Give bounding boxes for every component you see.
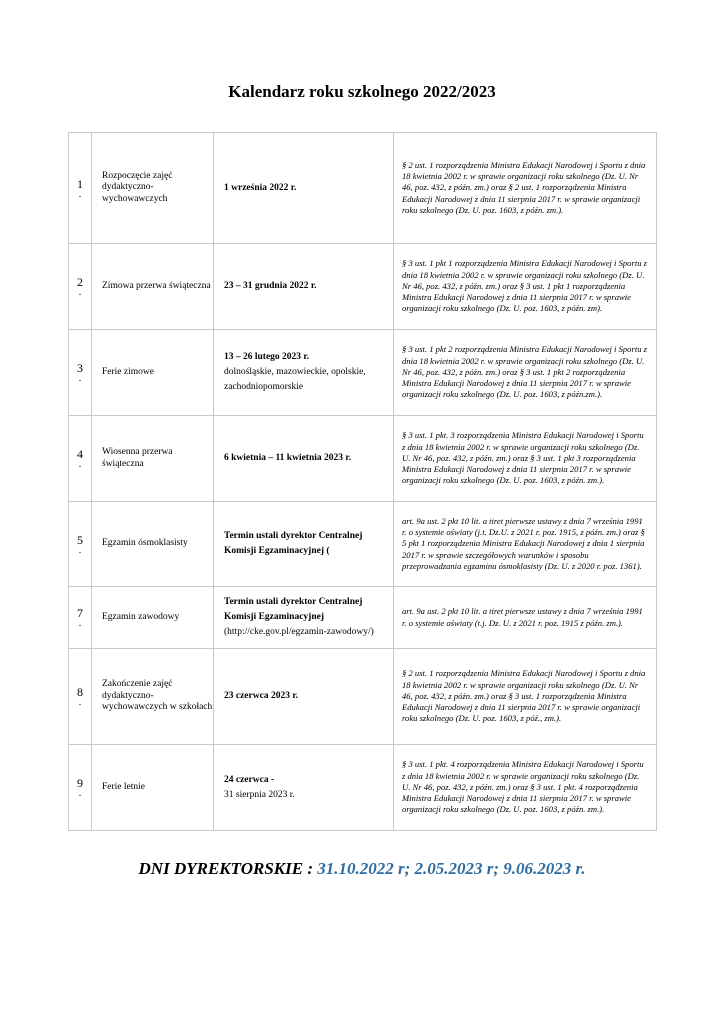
event-name: Ferie zimowe	[92, 330, 214, 416]
legal-basis: § 2 ust. 1 rozporządzenia Ministra Edukacji Narodowej i Sportu z dnia 18 kwietnia 2002 r. w sprawie organizacji roku szkolnego (Dz. U. Nr 46, poz. 432, z późn. zm.) oraz § 3 ust. 1 rozporządzenia Ministra Edukacji Narodowej z dnia 11 sierpnia 2017 r. w sprawie organizacji roku szkolnego (Dz. U. poz. 1603, z póź., zm.).	[394, 649, 657, 745]
row-number: 5 .	[69, 502, 92, 587]
event-date: 6 kwietnia – 11 kwietnia 2023 r.	[214, 416, 394, 502]
row-number: 8 .	[69, 649, 92, 745]
legal-basis: § 2 ust. 1 rozporządzenia Ministra Edukacji Narodowej i Sportu z dnia 18 kwietnia 2002 r. w sprawie organizacji roku szkolnego (Dz. U. Nr 46, poz. 432, z późn. zm.) oraz § 2 ust. 1 rozporządzenia Ministra Edukacji Narodowej z dnia 11 sierpnia 2017 r. w sprawie organizacji roku szkolnego (Dz. U. poz. 1603, z późn. zm.).	[394, 133, 657, 244]
document-title: Kalendarz roku szkolnego 2022/2023	[228, 82, 496, 101]
event-date: Termin ustali dyrektor Centralnej Komisji Egzaminacyjnej (	[214, 502, 394, 587]
event-date: Termin ustali dyrektor Centralnej Komisji Egzaminacyjnej (http://cke.gov.pl/egzamin-zawodowy/)	[214, 587, 394, 649]
legal-basis: art. 9a ust. 2 pkt 10 lit. a tiret pierwsze ustawy z dnia 7 września 1991 r. o systemie oświaty (j.t. Dz.U. z 2021 r. poz. 1915, z późn. zm.) oraz § 5 pkt 1 rozporządzenia Ministra Edukacji Narodowej z dnia 1 sierpnia 2017 r. w sprawie szczegółowych warunków i sposobu przeprowadzania egzaminu ósmoklasisty (Dz. U. z 2020 r. poz. 1361).	[394, 502, 657, 587]
table-row	[69, 502, 657, 587]
event-name: Egzamin ósmoklasisty	[92, 502, 214, 587]
event-date: 23 czerwca 2023 r.	[214, 649, 394, 745]
event-name: Egzamin zawodowy	[92, 587, 214, 649]
legal-basis: § 3 ust. 1 pkt. 4 rozporządzenia Ministra Edukacji Narodowej i Sportu z dnia 18 kwietnia 2002 r. w sprawie organizacji roku szkolnego (Dz. U. Nr 46, poz. 432, z późn. zm.) oraz § 3 ust. 1 pkt. 4 rozporządzenia Ministra Edukacji Narodowej z dnia 11 sierpnia 2017 r. w sprawie organizacji roku szkolnego (Dz. U. poz. 1603, z późn. zm.).	[394, 745, 657, 831]
row-number: 2 .	[69, 244, 92, 330]
table-row	[69, 587, 657, 649]
legal-basis: § 3 ust. 1 pkt. 3 rozporządzenia Ministra Edukacji Narodowej i Sportu z dnia 18 kwietnia 2002 r. w sprawie organizacji roku szkolnego (Dz. U. Nr 46, poz. 432, z późn. zm.) oraz § 3 ust. 1 pkt 3 rozporządzenia Ministra Edukacji Narodowej z dnia 11 sierpnia 2017 r. w sprawie organizacji roku szkolnego (Dz. U. poz. 1603, z późn. zm.).	[394, 416, 657, 502]
legal-basis: § 3 ust. 1 pkt 1 rozporządzenia Ministra Edukacji Narodowej i Sportu z dnia 18 kwietnia 2002 r. w sprawie organizacji roku szkolnego (Dz. U. Nr 46, poz. 432, z późn. zm.) oraz § 3 ust. 1 pkt 1 rozporządzenia Ministra Edukacji Narodowej z dnia 11 sierpnia 2017 r. w sprawie organizacji roku szkolnego (Dz. U. poz. 1603, z późn. zm).	[394, 244, 657, 330]
event-date: 24 czerwca - 31 sierpnia 2023 r.	[214, 745, 394, 831]
event-name: Zakończenie zajęć dydaktyczno-wychowawczych w szkołach	[92, 649, 214, 745]
row-number: 7 .	[69, 587, 92, 649]
table-row	[69, 649, 657, 745]
table-row	[69, 133, 657, 244]
event-date: 1 września 2022 r.	[214, 133, 394, 244]
legal-basis: § 3 ust. 1 pkt 2 rozporządzenia Ministra Edukacji Narodowej i Sportu z dnia 18 kwietnia 2002 r. w sprawie organizacji roku szkolnego (Dz. U. Nr 46, poz. 432, z późn. zm.) oraz § 3 ust. 1 pkt 2 rozporządzenia Ministra Edukacji Narodowej z dnia 11 sierpnia 2017 r. w sprawie organizacji roku szkolnego (Dz. U. poz. 1603, z późn.zm.).	[394, 330, 657, 416]
row-number: 4 .	[69, 416, 92, 502]
calendar-table	[68, 132, 657, 831]
principal-days	[0, 859, 724, 879]
event-name: Wiosenna przerwa świąteczna	[92, 416, 214, 502]
event-date: 23 – 31 grudnia 2022 r.	[214, 244, 394, 330]
table-row	[69, 244, 657, 330]
principal-days-dates: 31.10.2022 r; 2.05.2023 r; 9.06.2023 r.	[317, 859, 586, 878]
event-name: Zimowa przerwa świąteczna	[92, 244, 214, 330]
principal-days-label: DNI DYREKTORSKIE :	[138, 859, 318, 878]
event-name: Rozpoczęcie zajęć dydaktyczno-wychowawczych	[92, 133, 214, 244]
row-number: 3 .	[69, 330, 92, 416]
row-number: 1 .	[69, 133, 92, 244]
table-row	[69, 330, 657, 416]
legal-basis: art. 9a ust. 2 pkt 10 lit. a tiret pierwsze ustawy z dnia 7 września 1991 r. o systemie oświaty (t.j. Dz. U. z 2021 r. poz. 1915 z późn. zm.).	[394, 587, 657, 649]
table-row	[69, 416, 657, 502]
table-row	[69, 745, 657, 831]
event-name: Ferie letnie	[92, 745, 214, 831]
event-date: 13 – 26 lutego 2023 r. dolnośląskie, mazowieckie, opolskie, zachodniopomorskie	[214, 330, 394, 416]
row-number: 9 .	[69, 745, 92, 831]
